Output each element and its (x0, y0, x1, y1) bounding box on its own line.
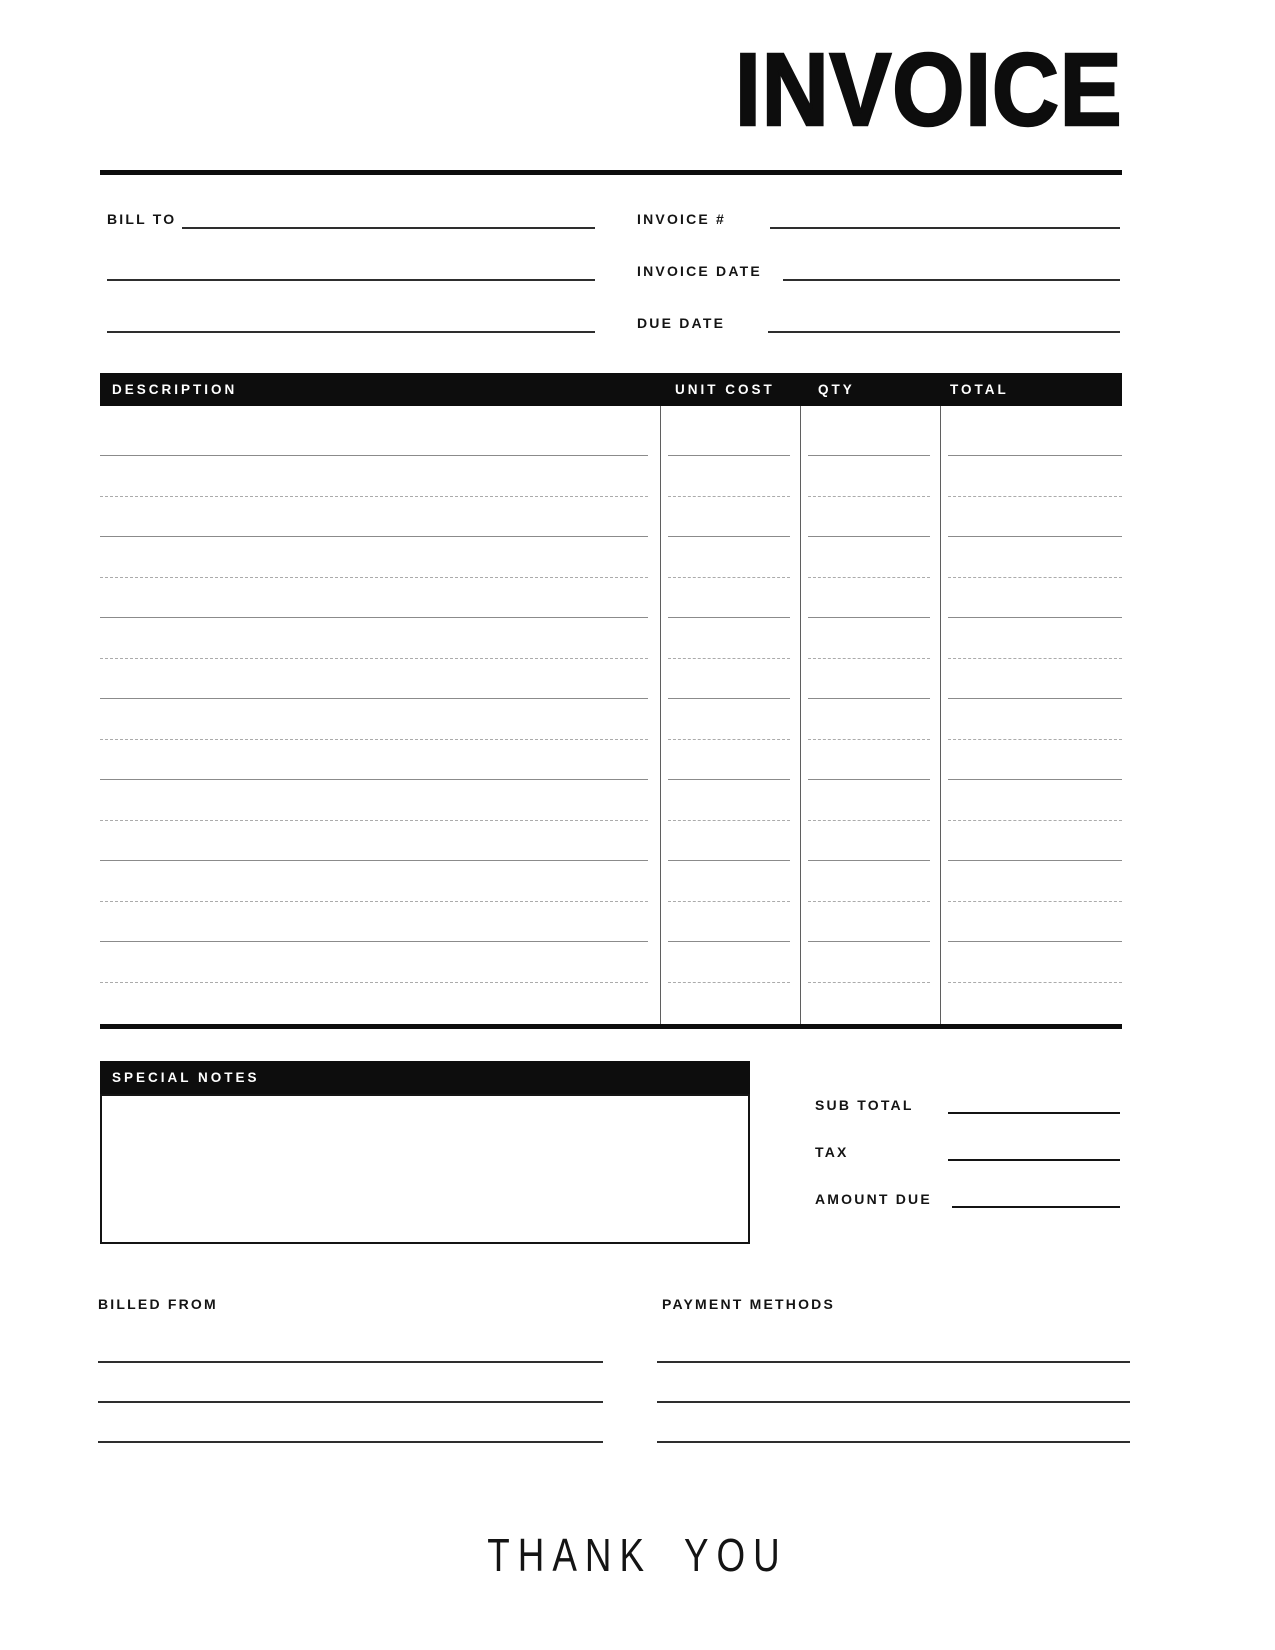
table-bottom-border (100, 1024, 1122, 1029)
payment-methods-line-2[interactable] (657, 1401, 1130, 1403)
bill-to-line-1[interactable] (182, 227, 595, 229)
invoice-title: INVOICE (735, 32, 1123, 147)
sub-total-label: SUB TOTAL (815, 1097, 914, 1113)
special-notes-box[interactable] (100, 1094, 750, 1244)
special-notes-header (100, 1061, 750, 1094)
payment-methods-line-1[interactable] (657, 1361, 1130, 1363)
billed-from-label: BILLED FROM (98, 1296, 218, 1312)
amount-due-line[interactable] (952, 1206, 1120, 1208)
table-header (100, 373, 1122, 406)
due-date-line[interactable] (768, 331, 1120, 333)
col-header-unit-cost: UNIT COST (675, 382, 775, 397)
column-separator-total (940, 406, 941, 1024)
col-header-total: TOTAL (950, 382, 1009, 397)
invoice-number-line[interactable] (770, 227, 1120, 229)
payment-methods-line-3[interactable] (657, 1441, 1130, 1443)
sub-total-line[interactable] (948, 1112, 1120, 1114)
tax-label: TAX (815, 1144, 849, 1160)
bill-to-label: BILL TO (107, 211, 177, 227)
amount-due-label: AMOUNT DUE (815, 1191, 932, 1207)
header-divider (100, 170, 1122, 175)
billed-from-line-2[interactable] (98, 1401, 603, 1403)
table-body (100, 406, 1122, 1024)
invoice-date-label: INVOICE DATE (637, 263, 762, 279)
billed-from-line-3[interactable] (98, 1441, 603, 1443)
payment-methods-label: PAYMENT METHODS (662, 1296, 836, 1312)
col-header-description: DESCRIPTION (112, 382, 238, 397)
column-separator-qty (800, 406, 801, 1024)
bill-to-line-3[interactable] (107, 331, 595, 333)
column-separator-unit-cost (660, 406, 661, 1024)
tax-line[interactable] (948, 1159, 1120, 1161)
invoice-number-label: INVOICE # (637, 211, 727, 227)
bill-to-line-2[interactable] (107, 279, 595, 281)
col-header-qty: QTY (818, 382, 855, 397)
billed-from-line-1[interactable] (98, 1361, 603, 1363)
special-notes-label: SPECIAL NOTES (112, 1070, 260, 1085)
thank-you-text: THANK YOU (487, 1529, 788, 1581)
invoice-date-line[interactable] (783, 279, 1120, 281)
due-date-label: DUE DATE (637, 315, 726, 331)
